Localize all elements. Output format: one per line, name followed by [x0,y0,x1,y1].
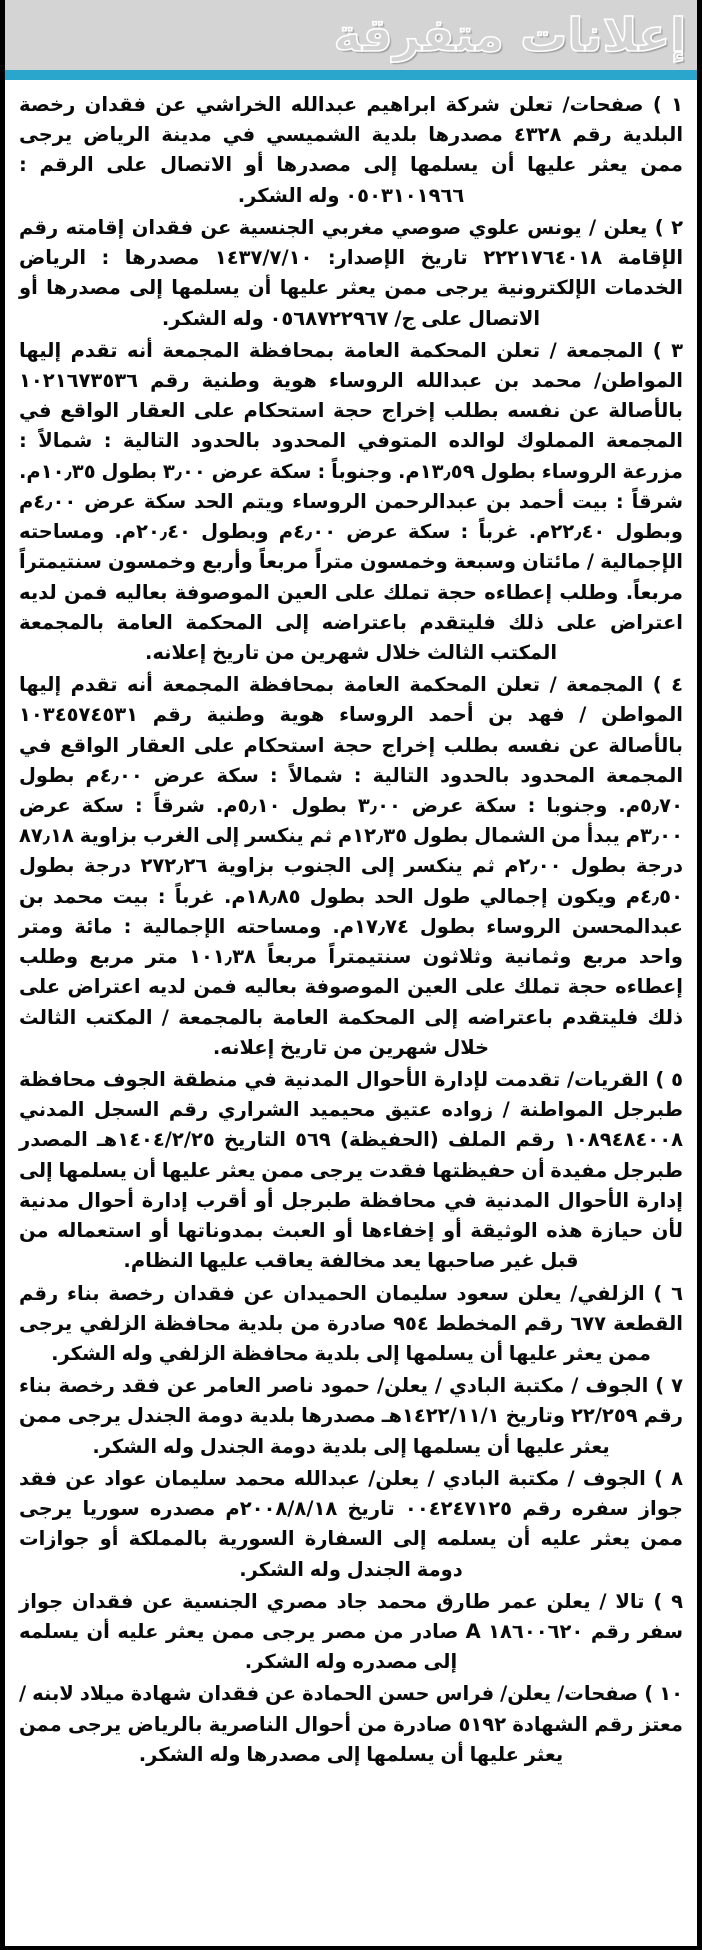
ad-item [19,1679,683,1770]
page-title: إعلانات متفرقة [333,8,687,62]
ad-number: ٤ ) [652,673,683,697]
ad-item [19,1464,683,1585]
ad-text: الجوف / مكتبة البادي / يعلن/ عبدالله محمد سليمان عواد عن فقد جواز سفره رقم ٠٠٤٢٤٧١٢٥ تاريخ ٢٠٠٨/٨/١٨م مصدره سوريا يرجى ممن يعثر عليه أن يسلمه إلى السفارة السورية بالمملكة أو جوازات دومة الجندل وله الشكر. [19,1466,683,1581]
ad-item [19,336,683,668]
ad-text: يعلن / يونس علوي صوصي مغربي الجنسية عن فقدان إقامته رقم الإقامة ٢٢٢١٧٦٤٠١٨ تاريخ الإصدار: ١٤٣٧/٧/١٠ مصدرها : الرياض الخدمات الإلكترونية يرجى ممن يعثر عليها أن يسلمها إلى مصدرها أو الاتصال على ج/ ٠٥٦٨٧٢٢٩٦٧ وله الشكر. [19,215,684,330]
ad-item [19,1371,683,1462]
ad-text: صفحات/ تعلن شركة ابراهيم عبدالله الخراشي عن فقدان رخصة البلدية رقم ٤٣٢٨ مصدرها بلدية الشميسي في مدينة الرياض يرجى ممن يعثر عليها أن يسلمها إلى مصدرها أو الاتصال على الرقم : ٠٥٠٣١٠١٩٦٦ وله الشكر. [19,93,684,207]
ad-number: ٩ ) [653,1589,683,1613]
ad-number: ٧ ) [655,1374,684,1398]
ad-text: الجوف / مكتبة البادي / يعلن/ حمود ناصر العامر عن فقد رخصة بناء رقم ٢٢/٢٥٩ وتاريخ ١٤٢٢/١١/١هـ مصدرها بلدية دومة الجندل يرجى ممن يعثر عليها أن يسلمها إلى بلدية دومة الجندل وله الشكر. [19,1374,683,1458]
ad-text: القريات/ تقدمت لإدارة الأحوال المدنية في منطقة الجوف محافظة طبرجل المواطنة / زواده عتيق محيميد الشراري رقم السجل المدني ١٠٨٩٤٨٤٠٠٨ رقم الملف (الحفيظة) ٥٦٩ التاريخ ١٤٠٤/٢/٢٥هـ المصدر طبرجل مفيدة أن حفيظتها فقدت يرجى ممن يعثر عليها أن يسلمها إلى إدارة الأحوال المدنية في محافظة طبرجل أو أقرب إدارة أحوال مدنية لأن حيازة هذه الوثيقة أو إخفاءها أو العبث بمدوناتها أو استعماله من قبل غير صاحبها يعد مخالفة يعاقب عليها النظام. [19,1068,684,1273]
ad-item [19,90,683,211]
ad-item [19,1065,683,1277]
masthead [5,0,697,70]
bottom-rule [5,1946,697,1950]
ad-item [19,1587,683,1678]
ad-number: ١٠ ) [644,1682,683,1706]
ad-item [19,670,683,1063]
ad-number: ٦ ) [653,1281,683,1305]
ad-text: الزلفي/ يعلن سعود سليمان الحميدان عن فقدان رخصة بناء رقم القطعة ٦٧٧ رقم المخطط ٩٥٤ صادرة من بلدية محافظة الزلفي يرجى ممن يعثر عليها أن يسلمها إلى بلدية محافظة الزلفي وله الشكر. [19,1281,683,1365]
ad-number: ٨ ) [653,1466,683,1490]
ad-number: ٣ ) [652,338,683,362]
ad-number: ٥ ) [655,1068,683,1091]
ad-text: المجمعة / تعلن المحكمة العامة بمحافظة المجمعة أنه تقدم إليها المواطن / فهد بن أحمد الروساء هوية وطنية رقم ١٠٣٤٥٧٤٥٣١ بالأصالة عن نفسه بطلب إخراج حجة استحكام على العقار الواقع في المجمعة المحدود بالحدود التالية : شمالاً : سكة عرض ٤٫٠٠م بطول ٥٫٧٠م. وجنوبا : سكة عرض ٣٫٠٠ بطول ٥٫١٠م. شرقاً : سكة عرض ٣٫٠٠م يبدأ من الشمال بطول ١٢٫٣٥م ثم ينكسر إلى الغرب بزاوية ٨٧٫١٨ درجة بطول ٢٫٠٠م ثم ينكسر إلى الجنوب بزاوية ٢٧٢٫٢٦ درجة بطول ٤٫٥٠م ويكون إجمالي طول الحد بطول ١٨٫٨٥م. غرباً : بيت محمد بن عبدالمحسن الروساء بطول ١٧٫٧٤م. ومساحته الإجمالية : مائة ومتر واحد مربع وثمانية وثلاثون سنتيمتراً مربعاً ١٠١٫٣٨ متر مربع وطلب إعطاءه حجة تملك على العين الموصوفة بعاليه فمن لديه اعتراض على ذلك فليتقدم باعتراضه إلى المحكمة العامة بالمجمعة / المكتب الثالث خلال شهرين من تاريخ إعلانه. [19,673,684,1059]
ad-item [19,1279,683,1370]
ad-text: صفحات/ يعلن/ فراس حسن الحمادة عن فقدان شهادة ميلاد لابنه / معتز رقم الشهادة ٥١٩٢ صادرة من أحوال الناصرية بالرياض يرجى ممن يعثر عليها أن يسلمها إلى مصدرها وله الشكر. [19,1682,683,1766]
ad-number: ٢ ) [654,215,683,239]
ad-text: تالا / يعلن عمر طارق محمد جاد مصري الجنسية عن فقدان جواز سفر رقم ١٨٦٠٠٦٢٠ A صادر من مصر يرجى ممن يعثر عليه أن يسلمه إلى مصدره وله الشكر. [19,1589,683,1674]
ad-text: المجمعة / تعلن المحكمة العامة بمحافظة المجمعة أنه تقدم إليها المواطن/ محمد بن عبدالله الروساء هوية وطنية رقم ١٠٢١٦٧٣٥٣٦ بالأصالة عن نفسه بطلب إخراج حجة استحكام على العقار الواقع في المجمعة المملوك لوالده المتوفي المحدود بالحدود التالية : شمالاً : مزرعة الروساء بطول ١٣٫٥٩م. وجنوباً : سكة عرض ٣٫٠٠ بطول ١٠٫٣٥م. شرقاً : بيت أحمد بن عبدالرحمن الروساء ويتم الحد سكة عرض ٤٫٠٠م وبطول ٢٢٫٤٠م. غرباً : سكة عرض ٤٫٠٠م وبطول ٢٠٫٤٠م. ومساحته الإجمالية / مائتان وسبعة وخمسون متراً مربعاً وأربع وخمسون سنتيمتراً مربعاً. وطلب إعطاءه حجة تملك على العين الموصوفة بعاليه فمن لديه اعتراض على ذلك فليتقدم باعتراضه إلى المحكمة العامة بالمجمعة المكتب الثالث خلال شهرين من تاريخ إعلانه. [19,338,684,664]
ads-list [5,80,697,1786]
ad-number: ١ ) [652,93,683,116]
accent-bar [5,70,697,80]
ad-item [19,213,683,334]
